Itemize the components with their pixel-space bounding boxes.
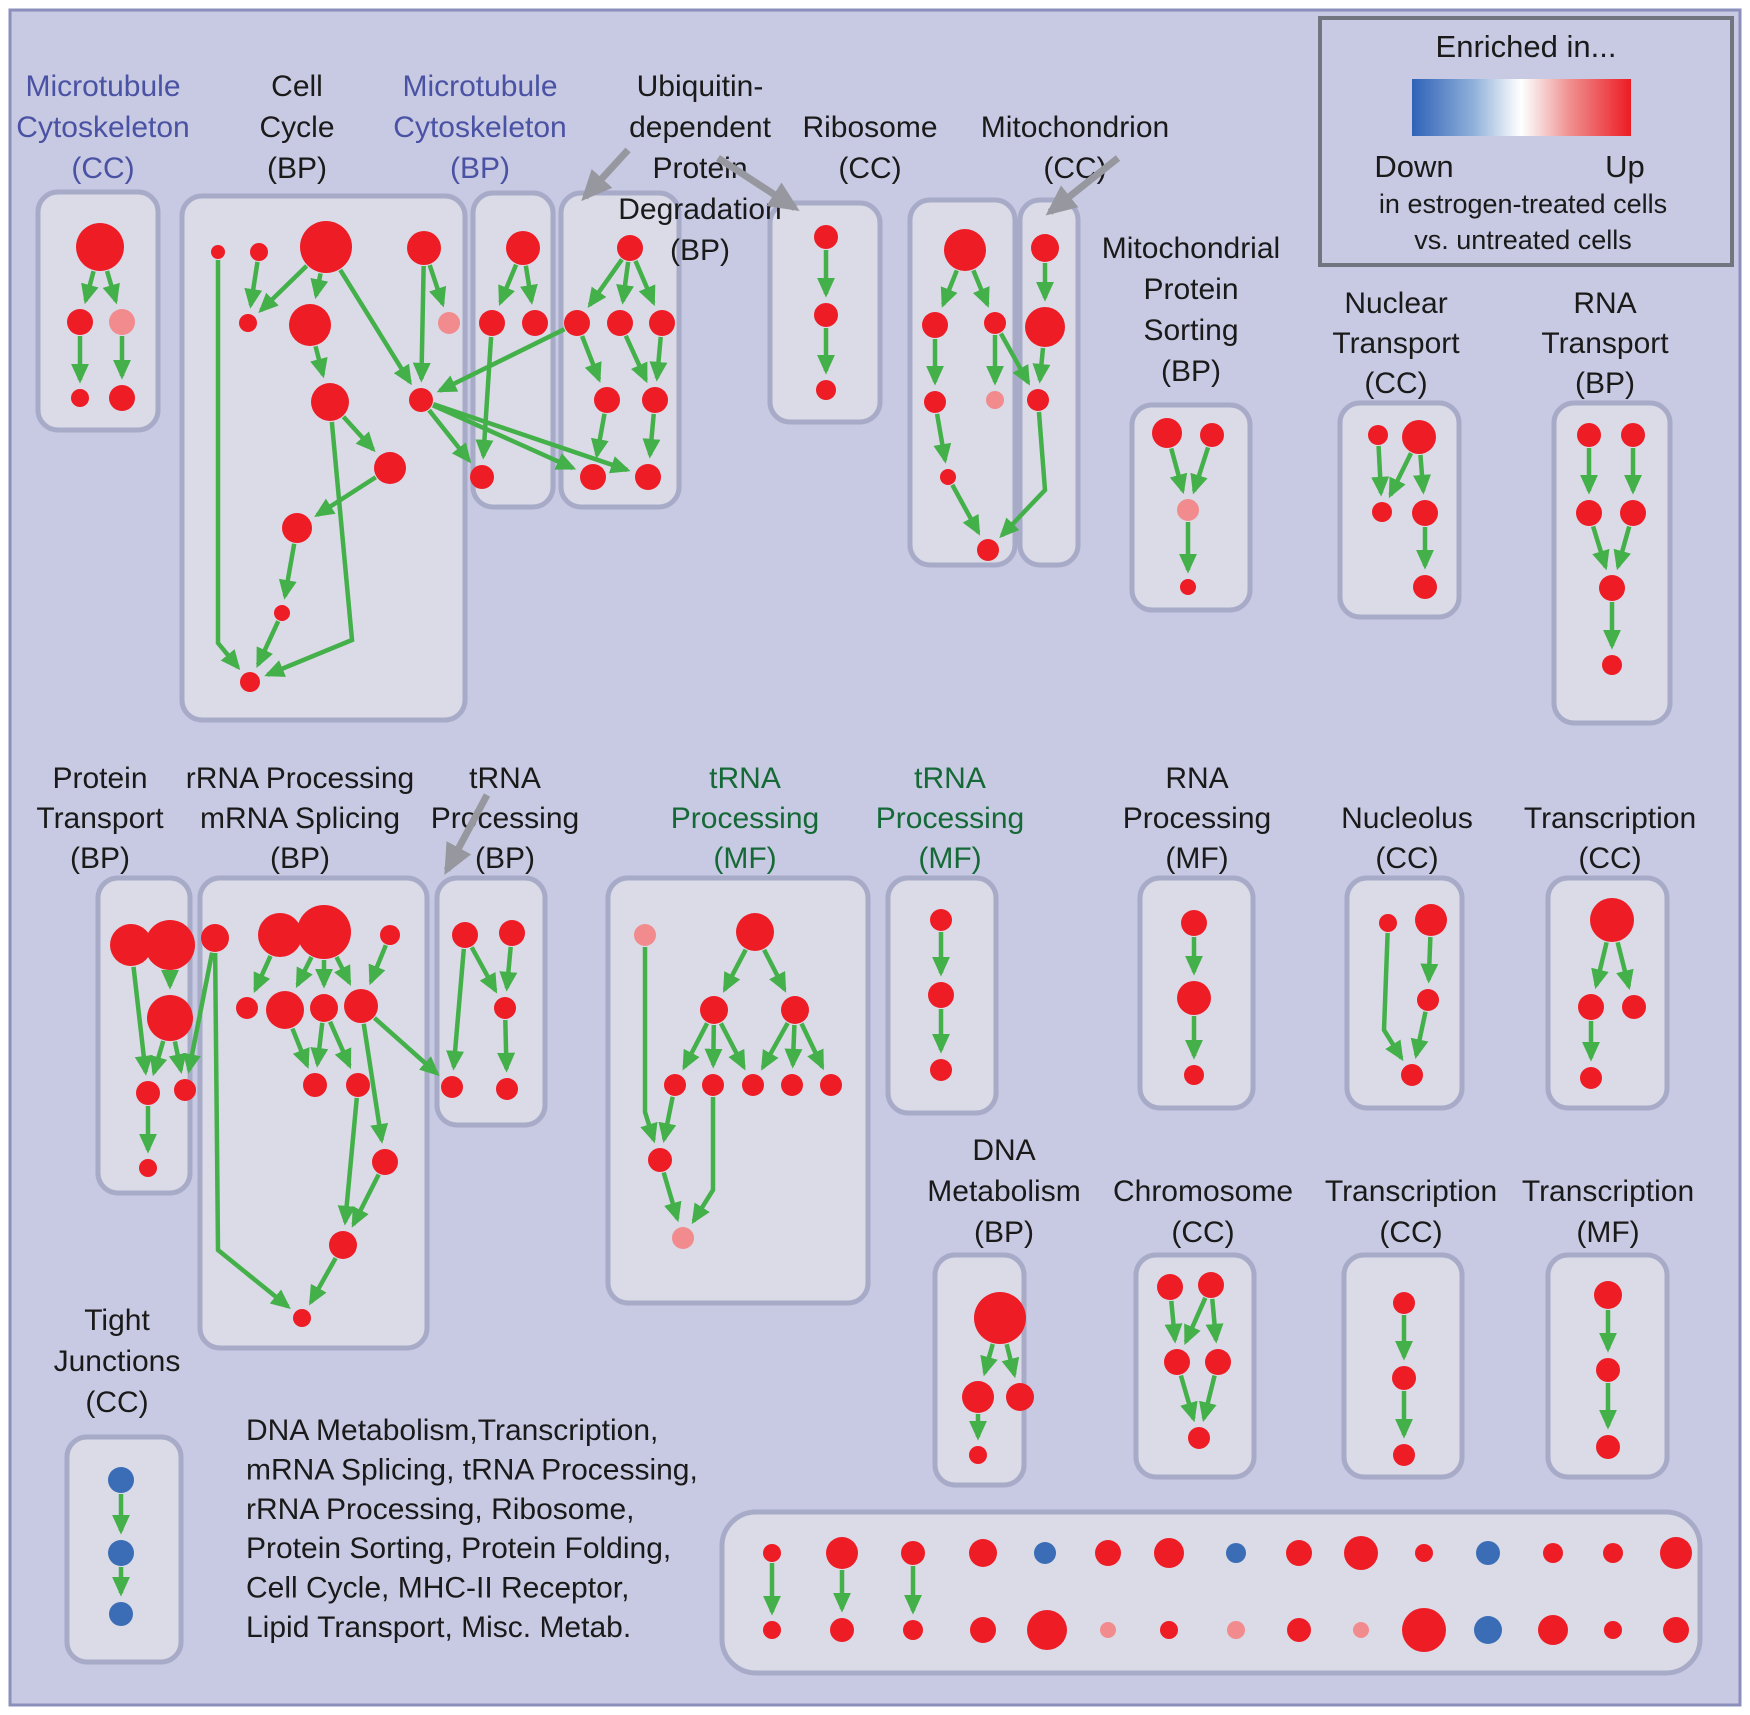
legend-title: Enriched in...	[1435, 29, 1617, 64]
go-term-node-r11	[372, 1149, 398, 1175]
legend-gradient-bar	[1412, 79, 1631, 136]
relation-arrow-n1-n3	[1379, 446, 1381, 493]
go-term-node-lb13	[1538, 1615, 1568, 1645]
go-term-node-n5	[1413, 575, 1437, 599]
go-term-node-x4	[1205, 1349, 1231, 1375]
go-term-node-u7	[580, 464, 606, 490]
go-term-node-p4	[136, 1081, 160, 1105]
go-term-node-c13	[240, 672, 260, 692]
go-term-node-o3	[1417, 989, 1439, 1011]
go-term-node-m2	[479, 310, 505, 336]
go-term-node-b6	[940, 469, 956, 485]
go-term-node-z1	[1594, 1281, 1622, 1309]
go-term-node-z3	[1596, 1435, 1620, 1459]
cluster-label-mito: Mitochondrion (CC)	[980, 111, 1170, 185]
go-term-node-m4	[470, 465, 494, 489]
go-term-node-h2	[1025, 307, 1065, 347]
go-term-node-w2	[1578, 994, 1604, 1020]
go-term-node-lt5	[1034, 1542, 1056, 1564]
go-term-node-r13	[293, 1309, 311, 1327]
go-term-node-w4	[1580, 1067, 1602, 1089]
cluster-label-cellcycle: Cell Cycle (BP)	[259, 70, 335, 185]
relation-arrow-a3-a6	[713, 1025, 714, 1065]
legend-condition-line2: vs. untreated cells	[1414, 225, 1632, 255]
go-term-node-x1	[1157, 1274, 1183, 1300]
cluster-label-trnamf1: tRNA Processing (MF)	[670, 762, 820, 875]
go-term-node-e2	[1621, 423, 1645, 447]
legend-condition-line1: in estrogen-treated cells	[1378, 189, 1668, 219]
cluster-box-transcc2	[1344, 1255, 1462, 1477]
relation-arrow-a4-a8	[793, 1025, 795, 1065]
go-term-node-lb10	[1353, 1622, 1369, 1638]
footnote-line-6: Lipid Transport, Misc. Metab.	[246, 1611, 632, 1644]
go-term-node-c4	[407, 231, 441, 265]
go-term-node-c1	[211, 245, 225, 259]
go-term-node-lb1	[763, 1621, 781, 1639]
go-term-node-c11	[282, 513, 312, 543]
go-term-node-y2	[1392, 1366, 1416, 1390]
go-term-node-a8	[781, 1074, 803, 1096]
go-term-node-k1	[76, 223, 124, 271]
go-term-node-x2	[1198, 1272, 1224, 1298]
go-term-node-u2	[564, 310, 590, 336]
go-term-node-lb7	[1160, 1621, 1178, 1639]
go-term-node-o1	[1379, 914, 1397, 932]
go-term-node-t3	[494, 997, 516, 1019]
go-term-node-k5	[109, 385, 135, 411]
go-term-node-r8	[344, 989, 378, 1023]
cluster-label-tight: Tight Junctions (CC)	[53, 1304, 181, 1419]
go-term-node-u1	[617, 235, 643, 261]
go-term-node-j2	[108, 1540, 134, 1566]
go-term-node-d2	[962, 1381, 994, 1413]
go-term-node-o2	[1415, 904, 1447, 936]
go-term-node-d3	[1006, 1383, 1034, 1411]
go-term-node-h3	[1027, 389, 1049, 411]
footnote-line-4: Protein Sorting, Protein Folding,	[246, 1532, 672, 1566]
go-term-node-t2	[499, 920, 525, 946]
go-term-node-t1	[452, 922, 478, 948]
footnote-line-1: DNA Metabolism,Transcription,	[246, 1414, 659, 1447]
go-term-node-lb9	[1287, 1618, 1311, 1642]
go-term-node-t5	[496, 1078, 518, 1100]
go-term-node-lt12	[1476, 1541, 1500, 1565]
go-term-node-u3	[607, 310, 633, 336]
go-term-node-c12	[274, 605, 290, 621]
go-term-node-s4	[1180, 579, 1196, 595]
go-term-node-r10	[346, 1073, 370, 1097]
go-term-node-a9	[820, 1074, 842, 1096]
go-term-node-e5	[1599, 575, 1625, 601]
go-term-node-n2	[1402, 420, 1436, 454]
go-term-node-n3	[1372, 502, 1392, 522]
go-term-node-b1	[944, 229, 986, 271]
cluster-label-nuctrans: Nuclear Transport (CC)	[1332, 287, 1460, 400]
go-term-node-c5	[438, 312, 460, 334]
go-term-node-b5	[986, 391, 1004, 409]
go-term-node-s2	[1200, 423, 1224, 447]
go-term-node-a3	[700, 996, 728, 1024]
go-term-node-w3	[1622, 995, 1646, 1019]
go-term-node-b4	[924, 391, 946, 413]
relation-arrow-h2-h3	[1040, 348, 1043, 380]
go-term-node-w1	[1590, 898, 1634, 942]
go-term-node-d1	[974, 1292, 1026, 1344]
go-term-node-s1	[1152, 418, 1182, 448]
go-term-node-k4	[71, 389, 89, 407]
go-term-node-r7	[310, 994, 338, 1022]
go-term-node-g1	[930, 909, 952, 931]
go-term-node-c6	[239, 314, 257, 332]
go-term-node-a5	[664, 1074, 686, 1096]
go-term-node-m3	[522, 310, 548, 336]
go-term-node-x5	[1188, 1427, 1210, 1449]
go-term-node-j1	[108, 1467, 134, 1493]
go-term-node-m1	[506, 231, 540, 265]
cluster-box-longbox	[722, 1512, 1700, 1673]
go-term-node-lt13	[1543, 1543, 1563, 1563]
go-term-node-r1	[201, 924, 229, 952]
footnote-line-2: mRNA Splicing, tRNA Processing,	[246, 1453, 698, 1487]
go-term-node-s3	[1177, 499, 1199, 521]
go-term-node-lb15	[1663, 1617, 1689, 1643]
go-term-node-p2	[145, 920, 195, 970]
cluster-label-prot: Protein Transport (BP)	[36, 762, 164, 875]
relation-arrow-n2-n4	[1420, 455, 1423, 491]
go-term-node-lb6	[1100, 1622, 1116, 1638]
go-term-node-r3	[297, 905, 351, 959]
go-term-node-q2	[1177, 981, 1211, 1015]
go-term-node-j3	[109, 1602, 133, 1626]
cluster-label-rnatrans: RNA Transport (BP)	[1541, 287, 1669, 400]
go-term-node-r4	[380, 925, 400, 945]
go-term-node-c10	[374, 452, 406, 484]
go-term-node-p3	[147, 995, 193, 1041]
cluster-label-transcc2: Transcription (CC)	[1324, 1175, 1498, 1249]
cluster-label-trnamf2: tRNA Processing (MF)	[875, 762, 1025, 875]
relation-arrow-t3-t5	[505, 1020, 506, 1069]
go-term-node-a2	[736, 913, 774, 951]
footnote-line-3: rRNA Processing, Ribosome,	[246, 1492, 635, 1526]
go-term-node-c7	[289, 304, 331, 346]
cluster-box-nuctrans	[1340, 403, 1459, 617]
cluster-label-ribosome: Ribosome (CC)	[802, 111, 938, 185]
go-term-node-lt14	[1603, 1543, 1623, 1563]
go-term-node-q3	[1184, 1065, 1204, 1085]
go-term-node-lt11	[1415, 1544, 1433, 1562]
go-term-node-p6	[139, 1159, 157, 1177]
go-term-node-u8	[635, 464, 661, 490]
go-term-node-v3	[816, 380, 836, 400]
cluster-label-transmf: Transcription (MF)	[1521, 1175, 1695, 1249]
relation-arrow-o2-o3	[1429, 937, 1431, 980]
go-term-node-b3	[984, 312, 1006, 334]
go-term-node-lt1	[763, 1544, 781, 1562]
go-term-node-h1	[1031, 234, 1059, 262]
go-term-node-lt7	[1154, 1538, 1184, 1568]
go-term-node-lb14	[1604, 1621, 1622, 1639]
go-term-node-lt4	[969, 1539, 997, 1567]
go-term-node-lt15	[1660, 1537, 1692, 1569]
go-term-node-r9	[303, 1073, 327, 1097]
cluster-label-transcc: Transcription (CC)	[1523, 802, 1697, 875]
go-term-node-a7	[742, 1074, 764, 1096]
go-term-node-lt6	[1095, 1540, 1121, 1566]
cluster-label-chromosome: Chromosome (CC)	[1112, 1175, 1294, 1249]
go-term-node-r12	[329, 1231, 357, 1259]
cluster-label-ubiq: Ubiquitin-dependent Protein Degradation (BP)	[618, 70, 782, 267]
cluster-label-mps: Mitochondrial Protein Sorting (BP)	[1101, 232, 1281, 388]
go-term-node-y3	[1393, 1444, 1415, 1466]
go-term-node-r2	[258, 913, 302, 957]
go-term-node-u4	[649, 310, 675, 336]
cluster-label-rrna: rRNA Processing mRNA Splicing (BP)	[185, 762, 415, 875]
go-term-node-lb4	[970, 1617, 996, 1643]
go-term-node-c8	[311, 383, 349, 421]
go-term-node-lt10	[1344, 1536, 1378, 1570]
go-term-node-e1	[1577, 423, 1601, 447]
cluster-label-nucleolus: Nucleolus (CC)	[1341, 802, 1473, 875]
go-term-node-e6	[1602, 655, 1622, 675]
go-term-node-a1	[634, 924, 656, 946]
go-term-node-y1	[1393, 1292, 1415, 1314]
go-term-node-a11	[672, 1227, 694, 1249]
go-term-node-e3	[1576, 500, 1602, 526]
go-term-node-lb11	[1402, 1608, 1446, 1652]
go-term-node-x3	[1164, 1349, 1190, 1375]
go-term-node-c9	[409, 388, 433, 412]
go-term-node-q1	[1181, 910, 1207, 936]
go-term-node-d4	[969, 1446, 987, 1464]
go-term-node-lt8	[1226, 1543, 1246, 1563]
go-term-node-b2	[922, 312, 948, 338]
go-term-node-k2	[67, 309, 93, 335]
cluster-label-trnabp: tRNA Processing (BP)	[430, 762, 580, 875]
go-term-node-a6	[702, 1074, 724, 1096]
go-term-node-g3	[930, 1059, 952, 1081]
cluster-label-mtcc: Microtubule Cytoskeleton (CC)	[16, 70, 190, 185]
go-term-node-a10	[648, 1148, 672, 1172]
go-term-node-n4	[1412, 500, 1438, 526]
cluster-label-dna: DNA Metabolism (BP)	[927, 1134, 1081, 1249]
go-term-node-v1	[814, 225, 838, 249]
go-term-node-lb5	[1027, 1610, 1067, 1650]
cluster-label-mtbp: Microtubule Cytoskeleton (BP)	[393, 70, 567, 185]
go-term-node-p5	[174, 1079, 196, 1101]
go-term-node-lt2	[826, 1537, 858, 1569]
go-term-node-a4	[781, 996, 809, 1024]
relation-arrow-c4-c9	[421, 266, 423, 379]
go-term-node-n1	[1368, 425, 1388, 445]
go-term-node-c3	[300, 221, 352, 273]
go-term-node-g2	[928, 982, 954, 1008]
go-term-node-r5	[236, 997, 258, 1019]
go-term-node-c2	[250, 243, 268, 261]
go-term-node-lb2	[830, 1618, 854, 1642]
legend-down-label: Down	[1374, 149, 1454, 184]
go-term-node-t4	[441, 1076, 463, 1098]
go-term-node-e4	[1620, 500, 1646, 526]
go-term-node-k3	[109, 309, 135, 335]
go-term-node-lt3	[901, 1541, 925, 1565]
cluster-label-rnaproc: RNA Processing (MF)	[1122, 762, 1272, 875]
legend-up-label: Up	[1605, 149, 1645, 184]
go-term-node-u6	[642, 387, 668, 413]
go-term-node-r6	[266, 991, 304, 1029]
go-term-node-v2	[814, 303, 838, 327]
go-term-node-lb12	[1474, 1616, 1502, 1644]
go-term-node-o4	[1401, 1064, 1423, 1086]
go-term-node-b7	[977, 539, 999, 561]
go-term-node-u5	[594, 387, 620, 413]
footnote-line-5: Cell Cycle, MHC-II Receptor,	[246, 1571, 630, 1605]
go-term-node-lb8	[1227, 1621, 1245, 1639]
go-term-node-lt9	[1286, 1540, 1312, 1566]
go-term-node-lb3	[903, 1620, 923, 1640]
go-term-node-z2	[1596, 1358, 1620, 1382]
